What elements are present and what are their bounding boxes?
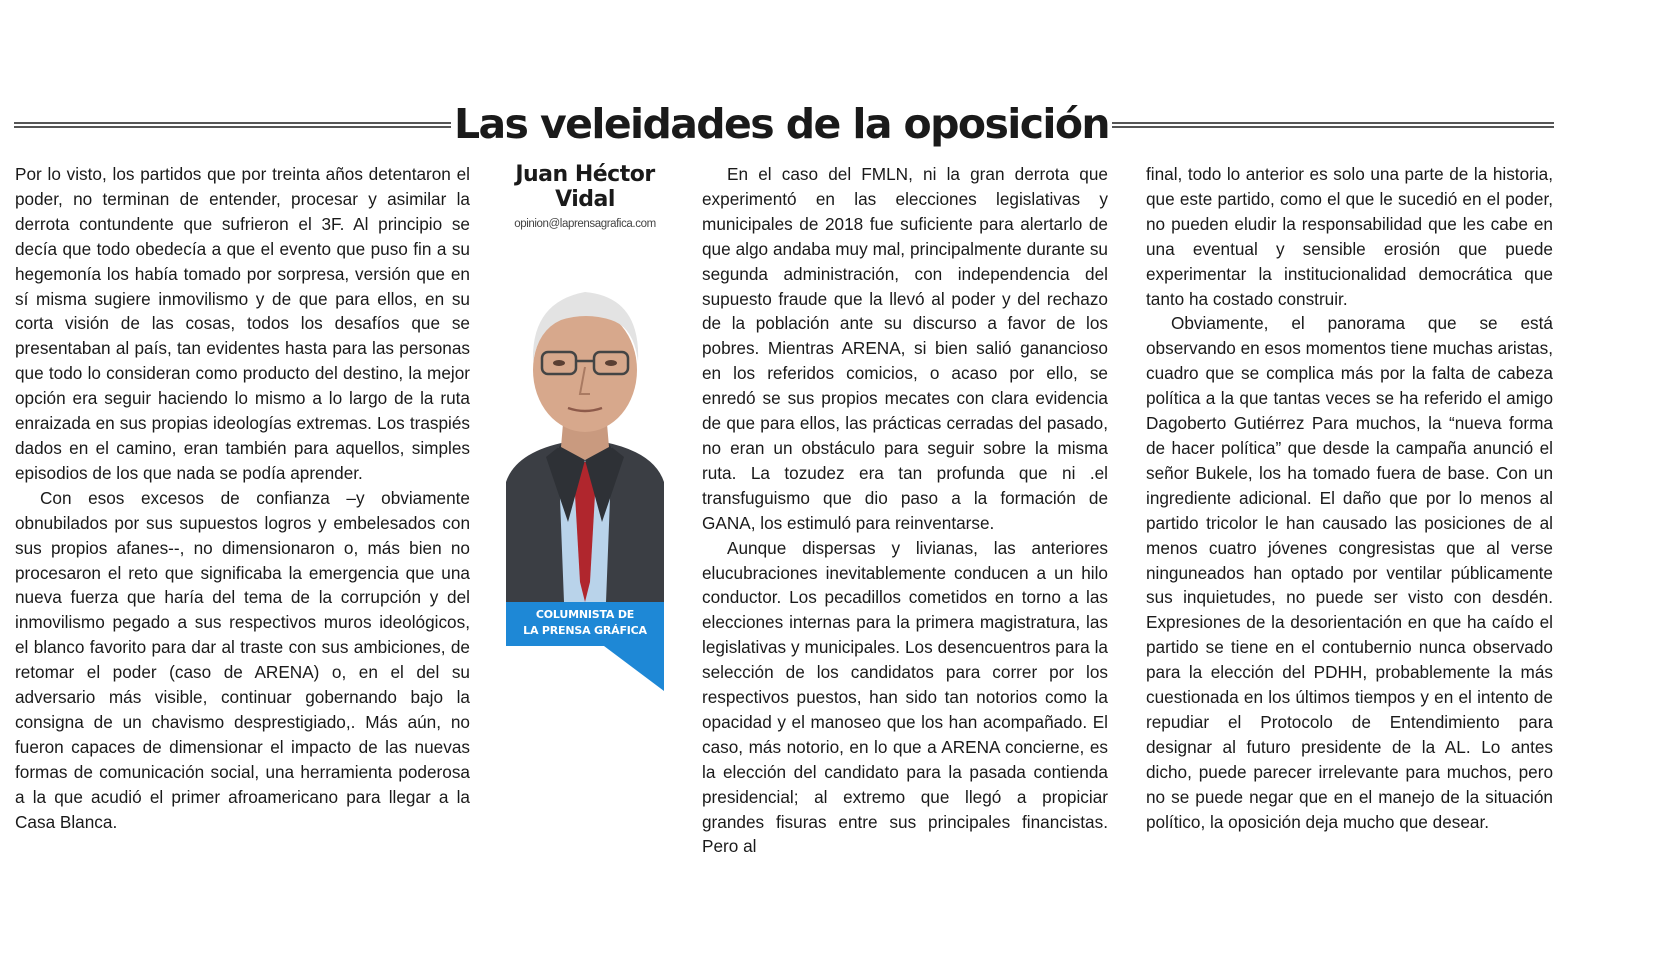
paragraph: final, todo lo anterior es solo una parte de la historia, que este partido, como el que le sucedió en el poder, no pueden eludir la responsabilidad que les cabe en una eventual y sensible erosión que puede experimentar la institucionalidad democrática que tanto ha costado construir. bbox=[1146, 164, 1553, 309]
badge-line1: COLUMNISTA DE bbox=[535, 608, 635, 621]
column-3 bbox=[702, 162, 1108, 859]
badge-tail-shape bbox=[604, 646, 664, 691]
paragraph: Aunque dispersas y livianas, las anteriores elucubraciones inevitablemente conducen a un hilo conductor. Los pecadillos cometidos en torno a las elecciones internas para la primera magistratura, las legislativas y municipales. Los desencuentros para la selección de los candidatos para correr por los respectivos puestos, han sido tan notorios como la opacidad y el manoseo que los han acompañado. El caso, más notorio, en lo que a ARENA concierne, es la elección del candidato para la pasada contienda presidencial; al extremo que llegó a propiciar grandes fisuras entre sus principales financistas. Pero al bbox=[702, 537, 1108, 857]
author-name-line1: Juan Héctor bbox=[515, 162, 655, 187]
author-photo bbox=[506, 282, 664, 602]
column-4 bbox=[1146, 162, 1553, 834]
column-1 bbox=[15, 162, 470, 834]
paragraph: Por lo visto, los partidos que por treinta años detentaron el poder, no terminan de entender, procesar y asimilar la derrota contundente que sufrieron el 3F. Al principio se decía que todo obedecía a que el evento que puso fin a su hegemonía los había tomado por sorpresa, versión que en sí misma sugiere inmovilismo y de que para ellos, en su corta visión de las cosas, todos los desafíos que se presentaban al país, tan evidentes hasta para las personas que todo lo consideran como producto del destino, la mejor opción era seguir haciendo lo mismo a lo largo de la ruta enraizada en sus propias ideologías extremas. Los traspiés dados en el camino, eran también para aquellos, simples episodios de los que nada se podía aprender. bbox=[15, 164, 470, 483]
author-block bbox=[505, 162, 665, 230]
author-portrait-illustration bbox=[506, 282, 664, 602]
author-name-line2: Vidal bbox=[555, 187, 615, 212]
headline: Las veleidades de la oposición bbox=[453, 100, 1110, 148]
paragraph: Con esos excesos de confianza –y obviamente obnubilados por sus supuestos logros y embelesados con sus propios afanes--, no dimensionaron o, más bien no procesaron el reto que significaba la emergencia que una nueva fuerza que haría del tema de la corrupción y del inmovilismo pegado a sus respectivos muros ideológicos, el blanco favorito para dar al traste con sus ambiciones, de retomar el poder (caso de ARENA) o, en el del su adversario más visible, continuar gobernando bajo la consigna de un chavismo desprestigiado,. Más aún, no fueron capaces de dimensionar el impacto de las nuevas formas de comunicación social, una herramienta poderosa a la que acudió el primer afroamericano para llegar a la Casa Blanca. bbox=[15, 487, 470, 832]
author-email: opinion@laprensagrafica.com bbox=[514, 218, 656, 230]
headline-row bbox=[14, 98, 1554, 154]
badge-line2: LA PRENSA GRÁFICA bbox=[523, 624, 647, 637]
columnist-badge bbox=[506, 602, 664, 646]
paragraph: Obviamente, el panorama que se está observando en esos momentos tiene muchas aristas, cuadro que se complica más por la falta de cabeza política a la que tantas veces se ha referido el amigo Dagoberto Gutiérrez Para muchos, la “nueva forma de hacer política” que desde la campaña anunció el señor Bukele, los ha tomado fuera de base. Con un ingrediente adicional. El daño que por lo menos al partido tricolor le han causado las posiciones de al menos cuatro jóvenes congresistas que al verse ninguneados han optado por ventilar públicamente sus inquietudes, no puede ser visto con desdén. Expresiones de la desorientación en que ha caído el partido se tiene en el contubernio nunca observado para la elección del PDHH, probablemente la más cuestionada en los últimos tiempos y en el intento de repudiar el Protocolo de Entendimiento para designar al futuro presidente de la AL. Lo antes dicho, puede parecer irrelevante para muchos, pero no se puede negar que en el manejo de la situación político, la oposición deja mucho que desear. bbox=[1146, 313, 1553, 832]
paragraph: En el caso del FMLN, ni la gran derrota que experimentó en las elecciones legislativas y municipales de 2018 fue suficiente para alertarlo de que algo andaba muy mal, principalmente durante su segunda administración, con independencia del supuesto fraude que la llevó al poder y del rechazo de la población ante su discurso a favor de los pobres. Mientras ARENA, si bien salió ganancioso en los referidos comicios, o acaso por ello, se enredó se sus propios mecates con clara evidencia de que para ellos, las prácticas cerradas del pasado, no eran un obstáculo para seguir sobre la misma ruta. La tozudez era tan profunda que ni .el transfuguismo que dio paso a la formación de GANA, los estimuló para reinventarse. bbox=[702, 164, 1108, 533]
headline-rule-left bbox=[14, 122, 451, 128]
headline-rule-right bbox=[1112, 122, 1554, 128]
